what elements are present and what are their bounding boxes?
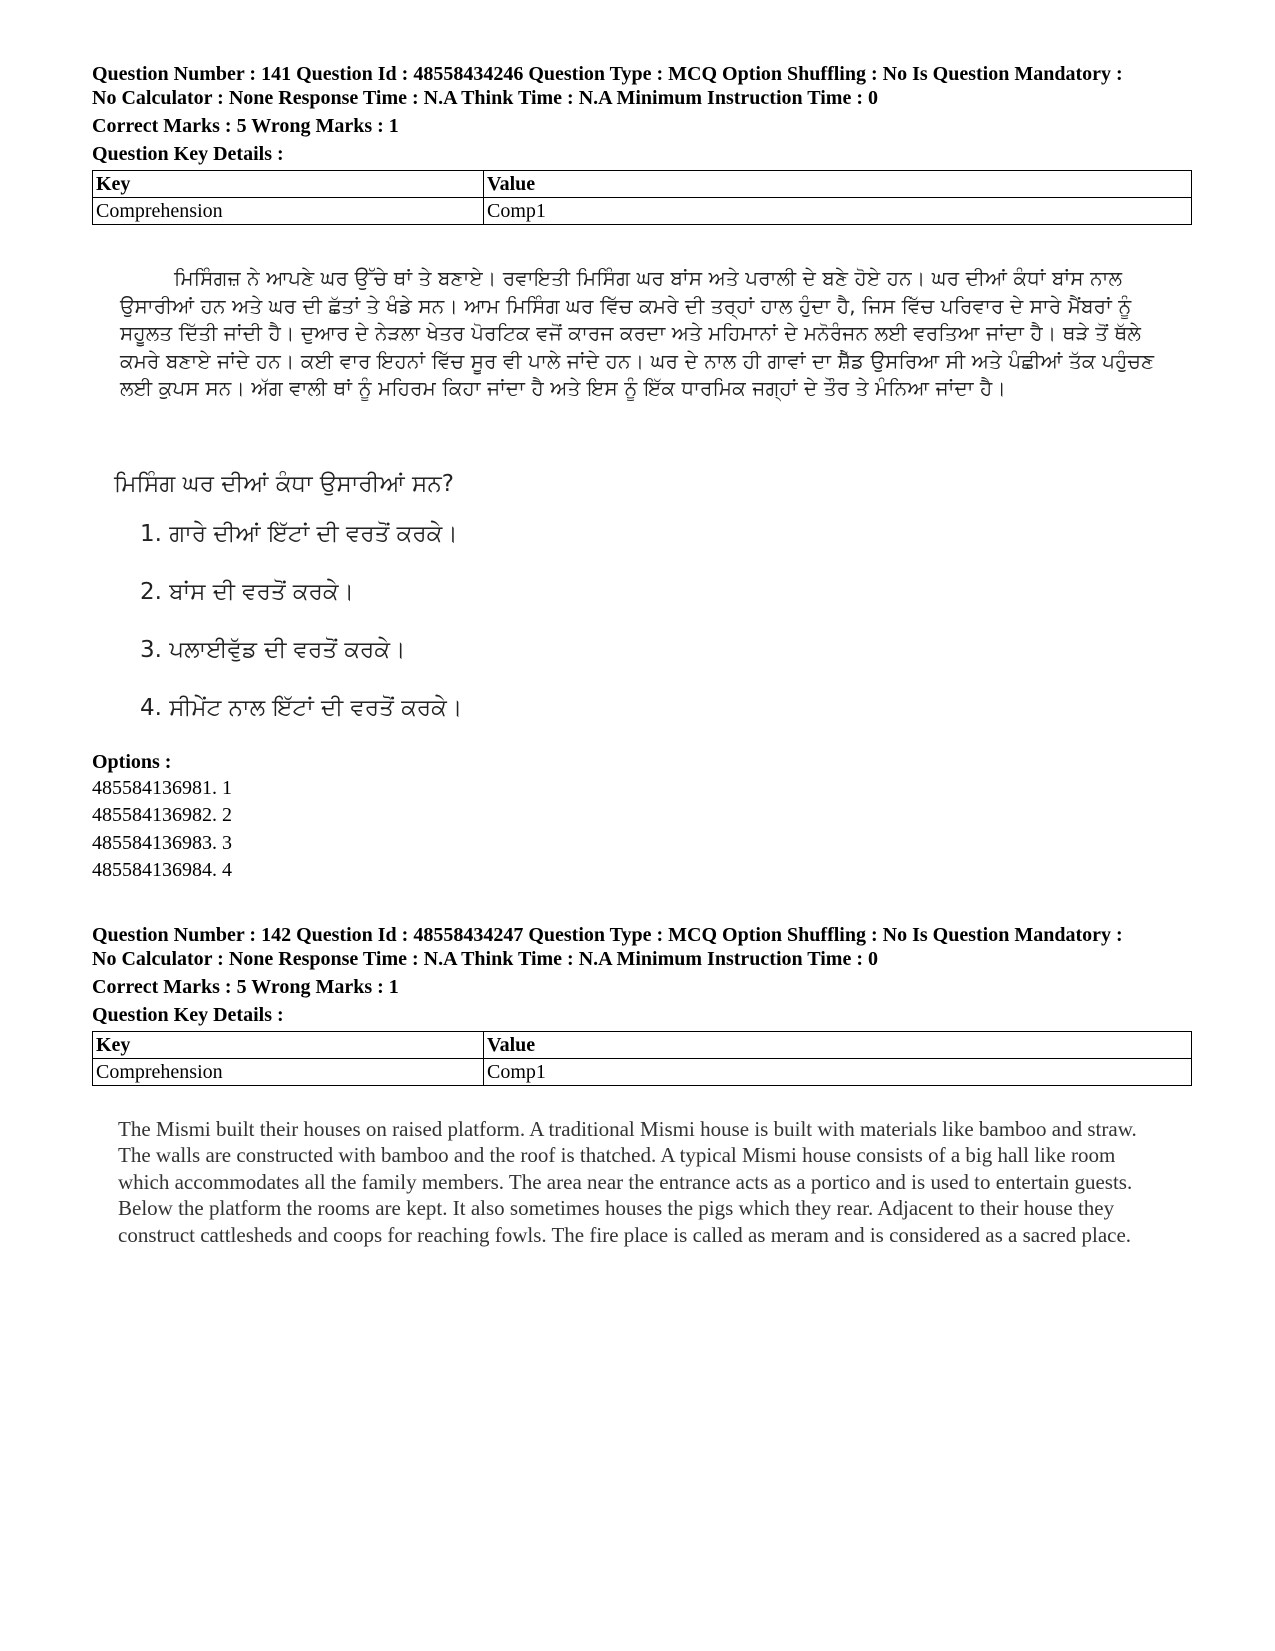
options-list	[92, 775, 1192, 885]
option-item: 485584136984. 4	[92, 859, 232, 881]
key-details-table	[92, 1031, 1192, 1086]
table-header-row	[93, 171, 1192, 198]
value-cell: Comp1	[484, 198, 1192, 225]
marks-line: Correct Marks : 5 Wrong Marks : 1	[92, 115, 399, 137]
question-142	[92, 923, 1192, 1249]
comprehension-passage: The Mismi built their houses on raised platform. A traditional Mismi house is built with materials like bamboo and straw. The walls are constructed with bamboo and the roof is thatched. A typical Mismi house consists of a big hall like room which accommodates all the family members. The area near the entrance acts as a portico and is used to entertain guests. Below the platform the rooms are kept. It also sometimes houses the pigs which they rear. Adjacent to their house they construct cattlesheds and coops for reaching fowls. The fire place is called as meram and is considered as a sacred place.	[118, 1116, 1137, 1247]
document-page	[92, 62, 1192, 1248]
key-header: Key	[93, 171, 484, 198]
key-details-label: Question Key Details :	[92, 143, 284, 165]
choice-item: 3. ਪਲਾਈਵੁੱਡ ਦੀ ਵਰਤੋਂ ਕਰਕੇ।	[140, 636, 406, 663]
choice-item: 4. ਸੀਮੇਂਟ ਨਾਲ ਇੱਟਾਂ ਦੀ ਵਰਤੋਂ ਕਰਕੇ।	[140, 694, 463, 721]
option-item: 485584136982. 2	[92, 804, 232, 826]
marks-line: Correct Marks : 5 Wrong Marks : 1	[92, 975, 399, 998]
options-label: Options :	[92, 750, 172, 773]
question-meta	[92, 62, 1192, 110]
key-details-label: Question Key Details :	[92, 1003, 284, 1026]
option-item: 485584136981. 1	[92, 776, 232, 799]
choice-item: 1. ਗਾਰੇ ਦੀਆਂ ਇੱਟਾਂ ਦੀ ਵਰਤੋਂ ਕਰਕੇ।	[140, 520, 458, 547]
question-meta	[92, 923, 1192, 971]
value-header: Value	[484, 171, 1192, 198]
choice-item: 2. ਬਾਂਸ ਦੀ ਵਰਤੋਂ ਕਰਕੇ।	[140, 578, 355, 605]
key-header: Key	[93, 1031, 484, 1058]
value-header: Value	[484, 1031, 1192, 1058]
key-cell: Comprehension	[93, 198, 484, 225]
comprehension-passage: ਮਿਸਿੰਗਜ਼ ਨੇ ਆਪਣੇ ਘਰ ਉੱਚੇ ਥਾਂ ਤੇ ਬਣਾਏ। ਰਵਾਇਤੀ ਮਿਸਿੰਗ ਘਰ ਬਾਂਸ ਅਤੇ ਪਰਾਲੀ ਦੇ ਬਣੇ ਹੋਏ ਹਨ। ਘਰ ਦੀਆਂ ਕੰਧਾਂ ਬਾਂਸ ਨਾਲ ਉਸਾਰੀਆਂ ਹਨ ਅਤੇ ਘਰ ਦੀ ਛੱਤਾਂ ਤੇ ਖੰਡੇ ਸਨ। ਆਮ ਮਿਸਿੰਗ ਘਰ ਵਿੱਚ ਕਮਰੇ ਦੀ ਤਰ੍ਹਾਂ ਹਾਲ ਹੁੰਦਾ ਹੈ, ਜਿਸ ਵਿੱਚ ਪਰਿਵਾਰ ਦੇ ਸਾਰੇ ਮੈਂਬਰਾਂ ਨੂੰ ਸਹੂਲਤ ਦਿੱਤੀ ਜਾਂਦੀ ਹੈ। ਦੁਆਰ ਦੇ ਨੇੜਲਾ ਖੇਤਰ ਪੋਰਟਿਕ ਵਜੋਂ ਕਾਰਜ ਕਰਦਾ ਅਤੇ ਮਹਿਮਾਨਾਂ ਦੇ ਮਨੋਰੰਜਨ ਲਈ ਵਰਤਿਆ ਜਾਂਦਾ ਹੈ। ਥੜੇ ਤੋਂ ਥੱਲੇ ਕਮਰੇ ਬਣਾਏ ਜਾਂਦੇ ਹਨ। ਕਈ ਵਾਰ ਇਹਨਾਂ ਵਿੱਚ ਸੂਰ ਵੀ ਪਾਲੇ ਜਾਂਦੇ ਹਨ। ਘਰ ਦੇ ਨਾਲ ਹੀ ਗਾਵਾਂ ਦਾ ਸ਼ੈੱਡ ਉਸਰਿਆ ਸੀ ਅਤੇ ਪੰਛੀਆਂ ਤੱਕ ਪਹੁੰਚਣ ਲਈ ਕੁਪਸ ਸਨ। ਅੱਗ ਵਾਲੀ ਥਾਂ ਨੂੰ ਮਹਿਰਮ ਕਿਹਾ ਜਾਂਦਾ ਹੈ ਅਤੇ ਇਸ ਨੂੰ ਇੱਕ ਧਾਰਮਿਕ ਜਗ੍ਹਾਂ ਦੇ ਤੌਰ ਤੇ ਮੰਨਿਆ ਜਾਂਦਾ ਹੈ।	[120, 266, 1155, 400]
value-cell: Comp1	[484, 1058, 1192, 1085]
meta-line-1: Question Number : 142 Question Id : 48558434247 Question Type : MCQ Option Shuffling : No Is Question Mandatory :	[92, 923, 1123, 946]
choice-list	[140, 505, 1192, 737]
question-141	[92, 62, 1192, 885]
table-header-row	[93, 1031, 1192, 1058]
question-text: ਮਿਸਿੰਗ ਘਰ ਦੀਆਂ ਕੰਧਾ ਉਸਾਰੀਆਂ ਸਨ?	[114, 470, 454, 497]
key-details-table	[92, 170, 1192, 225]
key-cell: Comprehension	[93, 1058, 484, 1085]
table-row	[93, 1058, 1192, 1085]
table-row	[93, 198, 1192, 225]
meta-line-1: Question Number : 141 Question Id : 48558434246 Question Type : MCQ Option Shuffling : No Is Question Mandatory :	[92, 63, 1123, 85]
meta-line-2: No Calculator : None Response Time : N.A Think Time : N.A Minimum Instruction Time : 0	[92, 947, 878, 970]
option-item: 485584136983. 3	[92, 831, 232, 854]
meta-line-2: No Calculator : None Response Time : N.A Think Time : N.A Minimum Instruction Time : 0	[92, 87, 878, 109]
